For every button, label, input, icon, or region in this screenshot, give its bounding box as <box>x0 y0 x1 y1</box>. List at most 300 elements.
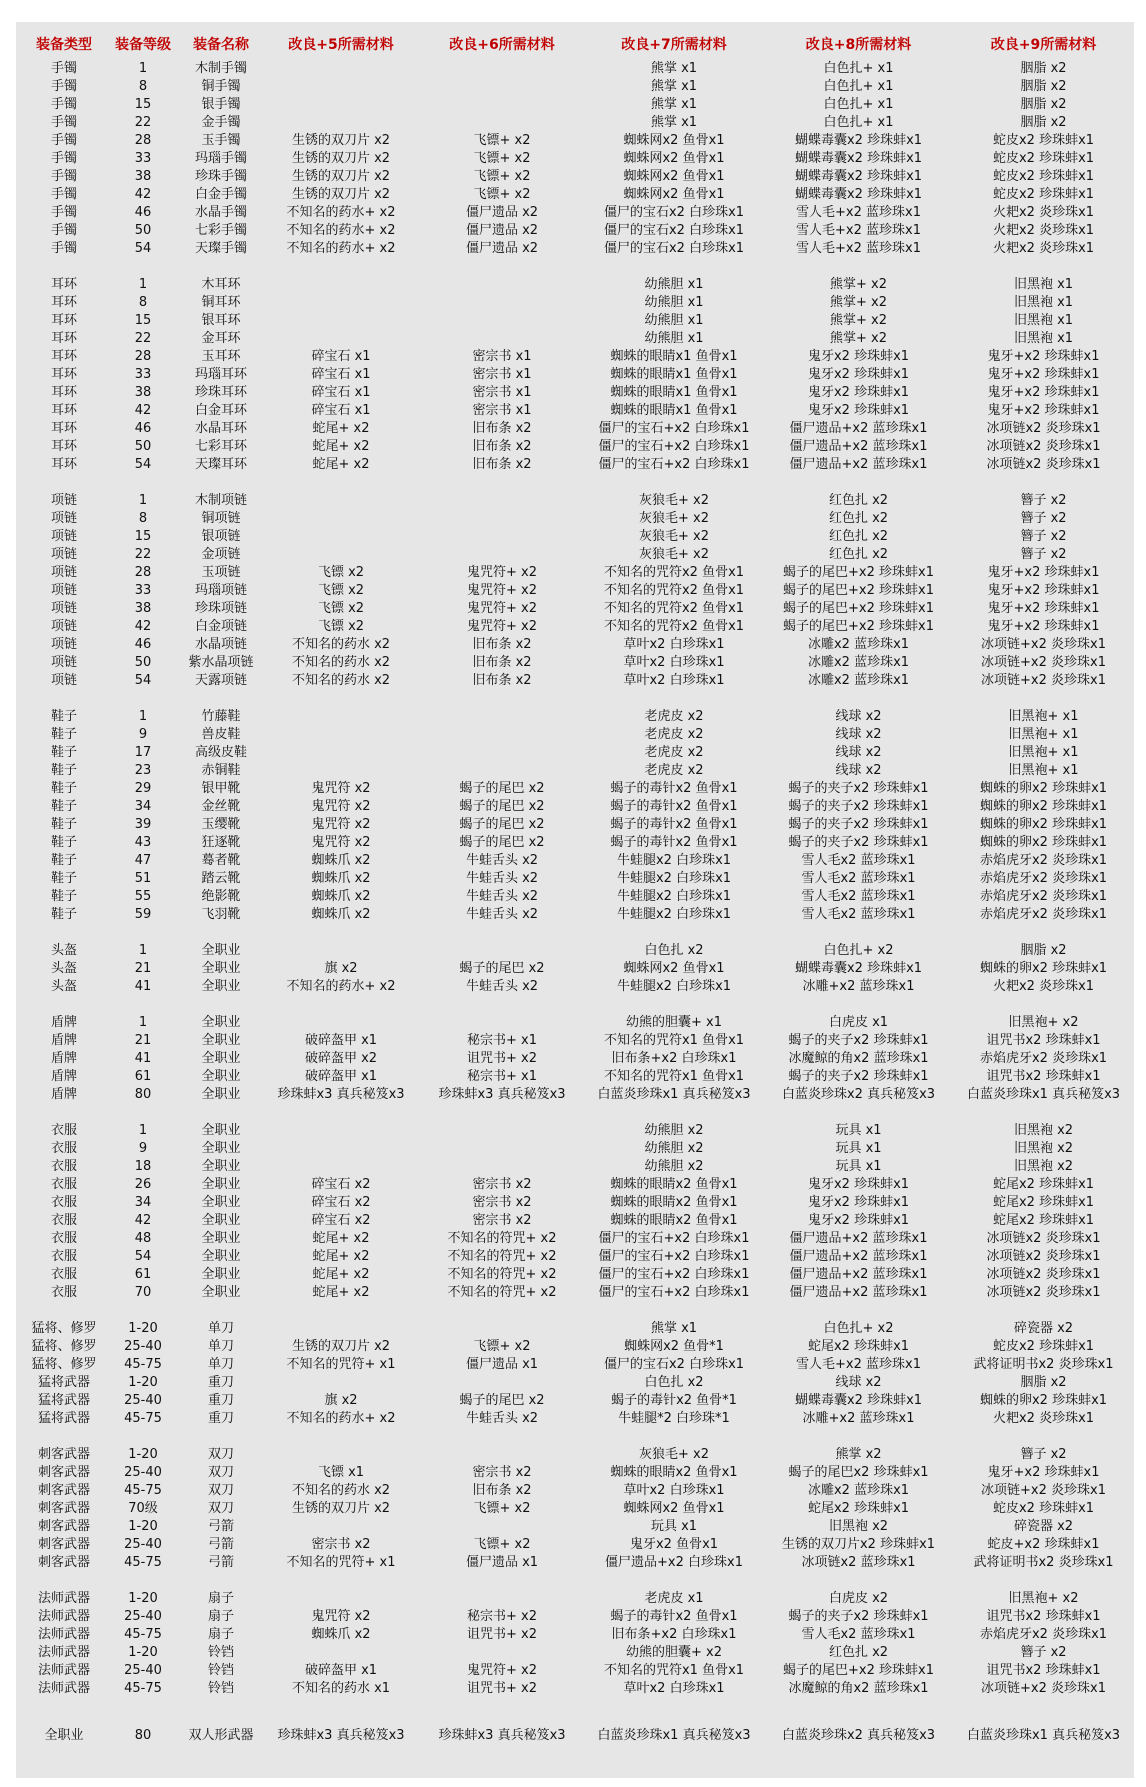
cell-plus9: 诅咒书x2 珍珠蚌x1 <box>986 1609 1101 1624</box>
cell-plus5: 蛇尾+ x2 <box>312 439 370 454</box>
cell-plus9: 簪子 x2 <box>1020 1645 1067 1660</box>
cell-plus5: 不知名的药水+ x2 <box>286 205 396 220</box>
cell-level: 43 <box>134 835 152 850</box>
cell-plus6: 旧布条 x2 <box>472 1483 532 1498</box>
cell-plus9: 簪子 x2 <box>1020 511 1067 526</box>
cell-plus8: 玩具 x1 <box>835 1123 882 1138</box>
cell-plus5: 生锈的双刀片 x2 <box>291 133 391 148</box>
cell-plus8: 雪人毛+x2 蓝珍珠x1 <box>796 223 921 238</box>
cell-plus8: 鬼牙x2 珍珠蚌x1 <box>807 1177 910 1192</box>
cell-plus8: 鬼牙x2 珍珠蚌x1 <box>807 1195 910 1210</box>
cell-type: 手镯 <box>50 97 77 112</box>
cell-plus5: 密宗书 x2 <box>311 1537 371 1552</box>
cell-plus5: 飞镖 x2 <box>317 565 365 580</box>
cell-plus7: 僵尸的宝石x2 白珍珠x1 <box>603 1357 745 1372</box>
cell-level: 45-75 <box>124 1357 162 1372</box>
cell-name: 玉缨靴 <box>201 817 241 832</box>
cell-name: 玛瑙手镯 <box>194 151 247 166</box>
cell-plus8: 白色扎+ x1 <box>823 61 894 76</box>
cell-type: 法师武器 <box>37 1681 90 1696</box>
cell-plus5 <box>260 1374 422 1392</box>
cell-level: 28 <box>134 349 152 364</box>
table-row <box>24 1320 1136 1338</box>
cell-type: 盾牌 <box>50 1015 77 1030</box>
cell-level: 1-20 <box>128 1375 158 1390</box>
cell-type: 手镯 <box>50 115 77 130</box>
cell-plus9: 旧黑袍+ x1 <box>1008 709 1079 724</box>
cell-level: 1-20 <box>128 1645 158 1660</box>
cell-plus9: 白蓝炎珍珠x1 真兵秘笈x3 <box>966 1728 1121 1743</box>
cell-plus9: 冰项链x2 炎珍珠x1 <box>986 1285 1101 1300</box>
cell-plus6: 蝎子的尾巴 x2 <box>459 835 545 850</box>
cell-plus7: 熊掌 x1 <box>650 1321 698 1336</box>
cell-plus7: 僵尸的宝石+x2 白珍珠x1 <box>598 1249 750 1264</box>
cell-name: 全职业 <box>201 1249 241 1264</box>
cell-plus6 <box>422 1122 582 1140</box>
cell-type: 衣服 <box>50 1285 77 1300</box>
table-row <box>24 1284 1136 1302</box>
table-row <box>24 222 1136 240</box>
cell-plus8: 蝴蝶毒囊x2 珍珠蚌x1 <box>794 151 923 166</box>
cell-name: 飞羽靴 <box>201 907 241 922</box>
cell-plus9: 白蓝炎珍珠x1 真兵秘笈x3 <box>966 1087 1121 1102</box>
table-row <box>24 168 1136 186</box>
cell-plus8: 冰项链x2 蓝珍珠x1 <box>801 1555 916 1570</box>
cell-plus9: 胭脂 x2 <box>1020 61 1067 76</box>
cell-plus6: 牛蛙舌头 x2 <box>465 1411 539 1426</box>
cell-plus7: 牛蛙腿x2 白珍珠x1 <box>616 889 732 904</box>
cell-type: 头盔 <box>50 961 77 976</box>
table-row <box>24 186 1136 204</box>
cell-name: 玉耳环 <box>201 349 241 364</box>
cell-plus7: 灰狼毛+ x2 <box>639 493 709 508</box>
cell-plus6: 旧布条 x2 <box>472 439 532 454</box>
cell-plus6: 僵尸遗品 x2 <box>465 205 539 220</box>
cell-name: 单刀 <box>207 1321 234 1336</box>
table-row <box>24 438 1136 456</box>
cell-level: 55 <box>134 889 152 904</box>
cell-level: 28 <box>134 565 152 580</box>
cell-plus9: 蛇尾x2 珍珠蚌x1 <box>992 1177 1095 1192</box>
cell-name: 水晶耳环 <box>194 421 247 436</box>
cell-plus6: 密宗书 x1 <box>472 349 532 364</box>
cell-level: 80 <box>134 1728 152 1743</box>
cell-plus7: 僵尸的宝石x2 白珍珠x1 <box>603 223 745 238</box>
cell-plus8: 冰雕x2 蓝珍珠x1 <box>807 637 910 652</box>
cell-plus6 <box>422 744 582 762</box>
cell-plus5: 蛇尾+ x2 <box>312 1285 370 1300</box>
cell-name: 铜耳环 <box>201 295 241 310</box>
cell-plus5: 飞镖 x2 <box>317 601 365 616</box>
cell-plus6: 飞镖+ x2 <box>473 151 531 166</box>
material-sheet <box>16 22 1134 1778</box>
cell-plus7: 牛蛙腿x2 白珍珠x1 <box>616 907 732 922</box>
cell-type: 鞋子 <box>50 907 77 922</box>
cell-type: 法师武器 <box>37 1627 90 1642</box>
cell-name: 银甲靴 <box>201 781 241 796</box>
cell-plus9: 鬼牙+x2 珍珠蚌x1 <box>987 367 1100 382</box>
cell-plus9: 蛇尾x2 珍珠蚌x1 <box>992 1195 1095 1210</box>
cell-type: 耳环 <box>50 295 77 310</box>
cell-plus6: 鬼咒符+ x2 <box>467 1663 537 1678</box>
cell-type: 法师武器 <box>37 1609 90 1624</box>
spacer-cell <box>24 996 1136 1014</box>
cell-level: 1-20 <box>128 1447 158 1462</box>
cell-type: 猛将、修罗 <box>31 1339 97 1354</box>
cell-level: 22 <box>134 331 152 346</box>
spacer-cell <box>24 258 1136 276</box>
cell-type: 头盔 <box>50 943 77 958</box>
cell-plus6: 蝎子的尾巴 x2 <box>459 961 545 976</box>
cell-plus7: 草叶x2 白珍珠x1 <box>623 1483 725 1498</box>
cell-plus9: 武将证明书x2 炎珍珠x1 <box>973 1555 1114 1570</box>
cell-plus7: 蜘蛛的眼睛x2 鱼骨x1 <box>610 1177 738 1192</box>
cell-plus7: 蜘蛛的眼睛x1 鱼骨x1 <box>610 403 738 418</box>
cell-level: 18 <box>134 1159 152 1174</box>
table-row <box>24 1500 1136 1518</box>
cell-plus7: 僵尸的宝石+x2 白珍珠x1 <box>598 1231 750 1246</box>
cell-plus5: 不知名的药水+ x2 <box>286 979 396 994</box>
cell-plus8: 红色扎 x2 <box>828 493 889 508</box>
cell-plus5 <box>260 1590 422 1608</box>
cell-plus7: 牛蛙腿x2 白珍珠x1 <box>616 871 732 886</box>
cell-name: 踏云靴 <box>201 871 241 886</box>
cell-name: 重刀 <box>207 1393 234 1408</box>
cell-name: 全职业 <box>201 943 241 958</box>
spacer-cell <box>24 1428 1136 1446</box>
table-row <box>24 1662 1136 1680</box>
cell-name: 玉手镯 <box>201 133 241 148</box>
cell-type: 项链 <box>50 529 77 544</box>
cell-plus9: 簪子 x2 <box>1020 493 1067 508</box>
cell-plus9: 蜘蛛的卵x2 珍珠蚌x1 <box>979 1393 1108 1408</box>
cell-plus6: 鬼咒符+ x2 <box>467 583 537 598</box>
cell-plus8: 蝎子的尾巴+x2 珍珠蚌x1 <box>783 1663 934 1678</box>
cell-type: 鞋子 <box>50 835 77 850</box>
cell-level: 42 <box>134 1213 152 1228</box>
cell-plus5: 蛇尾+ x2 <box>312 457 370 472</box>
cell-plus8: 熊掌+ x2 <box>830 313 887 328</box>
cell-level: 45-75 <box>124 1627 162 1642</box>
cell-plus5: 飞镖 x2 <box>317 619 365 634</box>
table-row <box>24 420 1136 438</box>
cell-plus5 <box>260 114 422 132</box>
cell-type: 衣服 <box>50 1141 77 1156</box>
cell-name: 重刀 <box>207 1411 234 1426</box>
cell-level: 41 <box>134 979 152 994</box>
cell-plus8: 僵尸遗品+x2 蓝珍珠x1 <box>789 1249 928 1264</box>
cell-type: 鞋子 <box>50 763 77 778</box>
cell-plus9: 旧黑袍 x2 <box>1013 1141 1074 1156</box>
cell-plus5: 蜘蛛爪 x2 <box>311 889 371 904</box>
cell-plus6: 珍珠蚌x3 真兵秘笈x3 <box>438 1087 566 1102</box>
cell-name: 竹藤鞋 <box>201 709 241 724</box>
cell-plus7: 僵尸的宝石+x2 白珍珠x1 <box>598 421 750 436</box>
cell-type: 项链 <box>50 655 77 670</box>
cell-plus6: 旧布条 x2 <box>472 655 532 670</box>
table-row <box>24 1230 1136 1248</box>
cell-plus9: 赤焰虎牙x2 炎珍珠x1 <box>979 853 1108 868</box>
cell-level: 80 <box>134 1087 152 1102</box>
cell-level: 54 <box>134 673 152 688</box>
cell-name: 高级皮鞋 <box>194 745 247 760</box>
cell-plus7: 不知名的咒符x1 鱼骨x1 <box>603 1069 745 1084</box>
cell-plus8: 雪人毛+x2 蓝珍珠x1 <box>796 241 921 256</box>
cell-plus6 <box>422 96 582 114</box>
cell-plus7: 蜘蛛网x2 鱼骨*1 <box>624 1339 724 1354</box>
cell-plus6: 牛蛙舌头 x2 <box>465 853 539 868</box>
cell-plus5 <box>260 1518 422 1536</box>
cell-level: 1 <box>138 61 148 76</box>
cell-level: 8 <box>138 511 148 526</box>
cell-plus9: 鬼牙+x2 珍珠蚌x1 <box>987 385 1100 400</box>
cell-plus6 <box>422 60 582 78</box>
cell-plus9: 簪子 x2 <box>1020 547 1067 562</box>
cell-level: 23 <box>134 763 152 778</box>
table-row <box>24 1266 1136 1284</box>
table-row <box>24 1464 1136 1482</box>
cell-plus6: 密宗书 x2 <box>472 1177 532 1192</box>
cell-level: 25-40 <box>124 1537 162 1552</box>
cell-level: 54 <box>134 457 152 472</box>
table-row <box>24 348 1136 366</box>
cell-plus9: 胭脂 x2 <box>1020 115 1067 130</box>
cell-type: 鞋子 <box>50 853 77 868</box>
cell-plus6: 牛蛙舌头 x2 <box>465 889 539 904</box>
spacer-cell <box>24 474 1136 492</box>
table-row <box>24 1644 1136 1662</box>
cell-type: 项链 <box>50 601 77 616</box>
table-row <box>24 906 1136 924</box>
cell-level: 1 <box>138 493 148 508</box>
cell-plus7: 老虎皮 x2 <box>644 763 704 778</box>
cell-plus7: 蜘蛛的眼睛x1 鱼骨x1 <box>610 385 738 400</box>
cell-plus7: 白色扎 x2 <box>644 943 704 958</box>
cell-plus6: 牛蛙舌头 x2 <box>465 907 539 922</box>
cell-level: 21 <box>134 961 152 976</box>
table-row <box>24 114 1136 132</box>
cell-type: 刺客武器 <box>37 1537 90 1552</box>
cell-level: 1 <box>138 709 148 724</box>
cell-plus9: 冰项链x2 炎珍珠x1 <box>986 1249 1101 1264</box>
cell-name: 珍珠项链 <box>194 601 247 616</box>
cell-plus8: 熊掌+ x2 <box>830 295 887 310</box>
cell-plus6 <box>422 1014 582 1032</box>
header-row <box>24 28 1136 60</box>
table-row <box>24 492 1136 510</box>
cell-plus7: 灰狼毛+ x2 <box>639 547 709 562</box>
cell-plus7: 幼熊胆 x1 <box>644 295 704 310</box>
cell-level: 45-75 <box>124 1411 162 1426</box>
cell-level: 25-40 <box>124 1465 162 1480</box>
cell-plus5 <box>260 294 422 312</box>
cell-name: 全职业 <box>201 979 241 994</box>
cell-plus8: 鬼牙x2 珍珠蚌x1 <box>807 349 910 364</box>
cell-name: 重刀 <box>207 1375 234 1390</box>
cell-plus8: 白色扎+ x1 <box>823 97 894 112</box>
cell-plus6: 不知名的符咒+ x2 <box>447 1267 557 1282</box>
cell-plus8: 冰魔鲸的角x2 蓝珍珠x1 <box>788 1051 929 1066</box>
header-equip-name: 装备名称 <box>193 37 249 53</box>
cell-plus8: 冰雕x2 蓝珍珠x1 <box>807 673 910 688</box>
cell-plus6 <box>422 78 582 96</box>
cell-name: 铜手镯 <box>201 79 241 94</box>
cell-name: 双刀 <box>207 1501 234 1516</box>
cell-type: 衣服 <box>50 1195 77 1210</box>
cell-plus9: 武将证明书x2 炎珍珠x1 <box>973 1357 1114 1372</box>
cell-type: 耳环 <box>50 457 77 472</box>
cell-type: 手镯 <box>50 61 77 76</box>
cell-plus5 <box>260 276 422 294</box>
cell-plus7: 草叶x2 白珍珠x1 <box>623 655 725 670</box>
cell-name: 白金手镯 <box>194 187 247 202</box>
table-row <box>24 384 1136 402</box>
spacer-cell <box>24 690 1136 708</box>
cell-name: 赤铜鞋 <box>201 763 241 778</box>
cell-level: 33 <box>134 367 152 382</box>
cell-plus6: 飞镖+ x2 <box>473 1537 531 1552</box>
cell-plus8: 蝎子的夹子x2 珍珠蚌x1 <box>788 1069 929 1084</box>
cell-plus7: 幼熊胆 x2 <box>644 1141 704 1156</box>
cell-plus9: 冰项链+x2 炎珍珠x1 <box>981 1681 1106 1696</box>
table-row <box>24 1590 1136 1608</box>
cell-plus7: 蜘蛛网x2 鱼骨x1 <box>623 133 725 148</box>
cell-plus8: 蝴蝶毒囊x2 珍珠蚌x1 <box>794 961 923 976</box>
cell-name: 单刀 <box>207 1339 234 1354</box>
table-row <box>24 1536 1136 1554</box>
cell-plus7: 白蓝炎珍珠x1 真兵秘笈x3 <box>597 1728 751 1743</box>
section-spacer <box>24 1698 1136 1716</box>
table-row <box>24 1518 1136 1536</box>
cell-plus5: 鬼咒符 x2 <box>311 1609 371 1624</box>
cell-plus6: 珍珠蚌x3 真兵秘笈x3 <box>438 1728 566 1743</box>
cell-name: 弓箭 <box>207 1555 234 1570</box>
cell-type: 手镯 <box>50 151 77 166</box>
cell-type: 鞋子 <box>50 871 77 886</box>
cell-level: 50 <box>134 223 152 238</box>
cell-type: 刺客武器 <box>37 1483 90 1498</box>
cell-plus8: 蝎子的尾巴x2 珍珠蚌x1 <box>788 1465 929 1480</box>
cell-plus9: 蜘蛛的卵x2 珍珠蚌x1 <box>979 961 1108 976</box>
cell-plus8: 僵尸遗品+x2 蓝珍珠x1 <box>789 1285 928 1300</box>
cell-type: 衣服 <box>50 1159 77 1174</box>
table-row <box>24 1050 1136 1068</box>
cell-plus6: 旧布条 x2 <box>472 421 532 436</box>
cell-plus8: 蝴蝶毒囊x2 珍珠蚌x1 <box>794 133 923 148</box>
cell-plus7: 蜘蛛的眼睛x2 鱼骨x1 <box>610 1465 738 1480</box>
cell-plus6: 旧布条 x2 <box>472 637 532 652</box>
cell-name: 水晶手镯 <box>194 205 247 220</box>
cell-plus5: 不知名的药水 x2 <box>291 637 391 652</box>
cell-plus5 <box>260 60 422 78</box>
cell-plus7: 老虎皮 x2 <box>644 745 704 760</box>
cell-name: 银手镯 <box>201 97 241 112</box>
cell-type: 盾牌 <box>50 1087 77 1102</box>
cell-level: 46 <box>134 421 152 436</box>
cell-plus6: 密宗书 x1 <box>472 385 532 400</box>
cell-level: 1-20 <box>128 1519 158 1534</box>
cell-plus6: 飞镖+ x2 <box>473 1501 531 1516</box>
cell-name: 珍珠手镯 <box>194 169 247 184</box>
cell-plus7: 熊掌 x1 <box>650 97 698 112</box>
cell-plus5 <box>260 726 422 744</box>
cell-level: 41 <box>134 1051 152 1066</box>
cell-type: 刺客武器 <box>37 1465 90 1480</box>
cell-type: 鞋子 <box>50 709 77 724</box>
cell-plus9: 旧黑袍+ x1 <box>1008 763 1079 778</box>
table-row <box>24 1446 1136 1464</box>
table-row <box>24 708 1136 726</box>
cell-plus6: 秘宗书+ x1 <box>467 1069 537 1084</box>
cell-plus8: 僵尸遗品+x2 蓝珍珠x1 <box>789 457 928 472</box>
cell-name: 双刀 <box>207 1447 234 1462</box>
cell-plus9: 旧黑袍+ x1 <box>1008 727 1079 742</box>
cell-plus9: 蛇皮x2 珍珠蚌x1 <box>992 187 1095 202</box>
cell-type: 盾牌 <box>50 1069 77 1084</box>
table-row <box>24 294 1136 312</box>
table-row <box>24 1716 1136 1756</box>
cell-level: 59 <box>134 907 152 922</box>
cell-plus9: 碎瓷器 x2 <box>1013 1321 1074 1336</box>
cell-plus6 <box>422 492 582 510</box>
cell-level: 25-40 <box>124 1663 162 1678</box>
cell-plus9: 鬼牙+x2 珍珠蚌x1 <box>987 349 1100 364</box>
cell-level: 1 <box>138 943 148 958</box>
cell-plus7: 白蓝炎珍珠x1 真兵秘笈x3 <box>597 1087 751 1102</box>
cell-plus9: 鬼牙+x2 珍珠蚌x1 <box>987 1465 1100 1480</box>
table-row <box>24 1554 1136 1572</box>
cell-plus7: 不知名的咒符x1 鱼骨x1 <box>603 1663 745 1678</box>
cell-plus6: 牛蛙舌头 x2 <box>465 871 539 886</box>
cell-name: 全职业 <box>201 1267 241 1282</box>
cell-plus8: 线球 x2 <box>835 709 882 724</box>
table-row <box>24 546 1136 564</box>
cell-plus8: 雪人毛x2 蓝珍珠x1 <box>801 1627 916 1642</box>
cell-level: 29 <box>134 781 152 796</box>
cell-plus8: 蝴蝶毒囊x2 珍珠蚌x1 <box>794 169 923 184</box>
cell-plus5: 不知名的药水+ x2 <box>286 1411 396 1426</box>
cell-plus6 <box>422 1140 582 1158</box>
cell-plus8: 蝎子的夹子x2 珍珠蚌x1 <box>788 835 929 850</box>
cell-plus7: 草叶x2 白珍珠x1 <box>623 637 725 652</box>
cell-name: 双刀 <box>207 1483 234 1498</box>
cell-plus6 <box>422 942 582 960</box>
cell-plus5: 蛇尾+ x2 <box>312 1249 370 1264</box>
cell-level: 22 <box>134 115 152 130</box>
cell-plus9: 冰项链x2 炎珍珠x1 <box>986 457 1101 472</box>
cell-plus6: 秘宗书+ x1 <box>467 1033 537 1048</box>
table-row <box>24 312 1136 330</box>
cell-plus9: 旧黑袍 x1 <box>1013 295 1074 310</box>
cell-name: 全职业 <box>201 1087 241 1102</box>
cell-plus9: 胭脂 x2 <box>1020 1375 1067 1390</box>
cell-type: 鞋子 <box>50 781 77 796</box>
cell-type: 耳环 <box>50 313 77 328</box>
cell-plus9: 旧黑袍 x1 <box>1013 331 1074 346</box>
cell-plus5: 破碎盔甲 x1 <box>304 1033 378 1048</box>
cell-plus7: 蝎子的毒针x2 鱼骨x1 <box>610 1609 738 1624</box>
cell-plus8: 白蓝炎珍珠x2 真兵秘笈x3 <box>781 1087 936 1102</box>
cell-level: 34 <box>134 1195 152 1210</box>
cell-plus7: 老虎皮 x2 <box>644 727 704 742</box>
cell-type: 刺客武器 <box>37 1555 90 1570</box>
cell-name: 全职业 <box>201 1033 241 1048</box>
table-row <box>24 1212 1136 1230</box>
cell-type: 耳环 <box>50 421 77 436</box>
cell-plus8: 白蓝炎珍珠x2 真兵秘笈x3 <box>781 1728 936 1743</box>
cell-plus7: 蜘蛛的眼睛x1 鱼骨x1 <box>610 367 738 382</box>
cell-name: 银项链 <box>201 529 241 544</box>
